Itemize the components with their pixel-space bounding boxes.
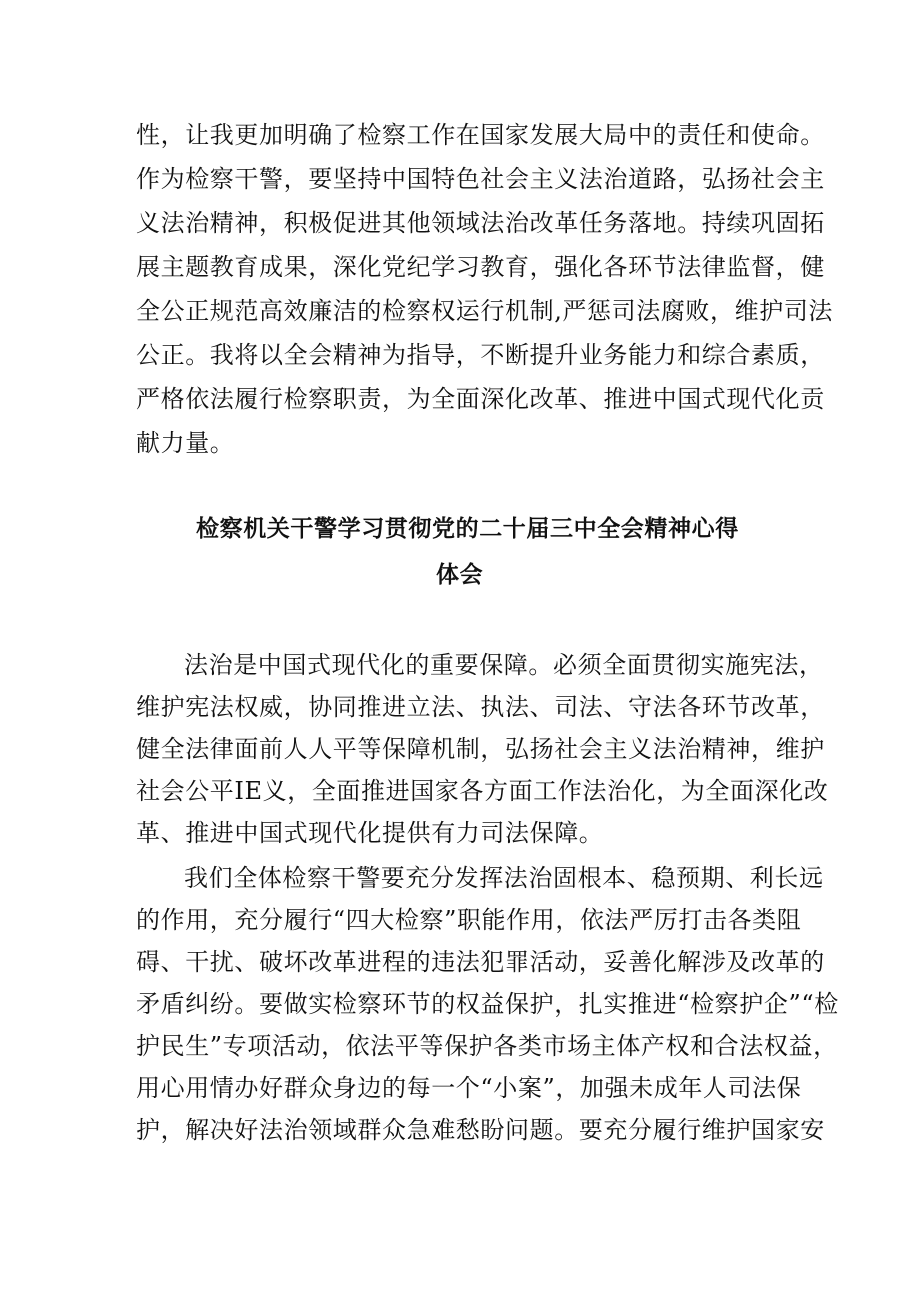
article-title-line1: 检察机关干警学习贯彻党的二十届三中全会精神心得 [196, 515, 739, 542]
text-line: 维护宪法权威，协同推进立法、执法、司法、守法各环节改革， [136, 693, 825, 721]
text-line: 献力量。 [136, 429, 235, 457]
text-line: 用心用情办好群众身边的每一个“小案”，加强未成年人司法保 [136, 1074, 802, 1102]
text-line: 严格依法履行检察职责，为全面深化改革、推进中国式现代化贡 [136, 385, 825, 413]
text-line: 护，解决好法治领域群众急难愁盼问题。要充分履行维护国家安 [136, 1116, 825, 1144]
article-title-line2: 体会 [436, 561, 484, 588]
text-line: 全公正规范高效廉洁的检察权运行机制,严惩司法腐败，维护司法 [136, 297, 834, 325]
text-line: 矛盾纠纷。要做实检察环节的权益保护，扎实推进“检察护企”“检 [136, 990, 839, 1018]
text-line: 义法治精神，积极促进其他领域法治改革任务落地。持续巩固拓 [136, 209, 825, 237]
text-line: 我们全体检察干警要充分发挥法治固根本、稳预期、利长远 [184, 864, 824, 892]
text-line: 碍、干扰、破坏改革进程的违法犯罪活动，妥善化解涉及改革的 [136, 948, 825, 976]
text-line: 护民生”专项活动，依法平等保护各类市场主体产权和合法权益， [136, 1032, 838, 1060]
text-line: 的作用，充分履行“四大检察”职能作用，依法严厉打击各类阻 [136, 906, 802, 934]
text-line: 健全法律面前人人平等保障机制，弘扬社会主义法治精神，维护 [136, 735, 825, 763]
text-line: 公正。我将以全会精神为指导，不断提升业务能力和综合素质， [136, 341, 825, 369]
text-line: 社会公平IE义，全面推进国家各方面工作法治化，为全面深化改 [136, 777, 829, 805]
text-line: 作为检察干警，要坚持中国特色社会主义法治道路，弘扬社会主 [136, 165, 825, 193]
text-line: 性，让我更加明确了检察工作在国家发展大局中的责任和使命。 [136, 121, 825, 149]
text-line: 展主题教育成果，深化党纪学习教育，强化各环节法律监督，健 [136, 253, 825, 281]
text-line: 革、推进中国式现代化提供有力司法保障。 [136, 819, 604, 847]
text-line: 法治是中国式现代化的重要保障。必须全面贯彻实施宪法， [184, 651, 824, 679]
